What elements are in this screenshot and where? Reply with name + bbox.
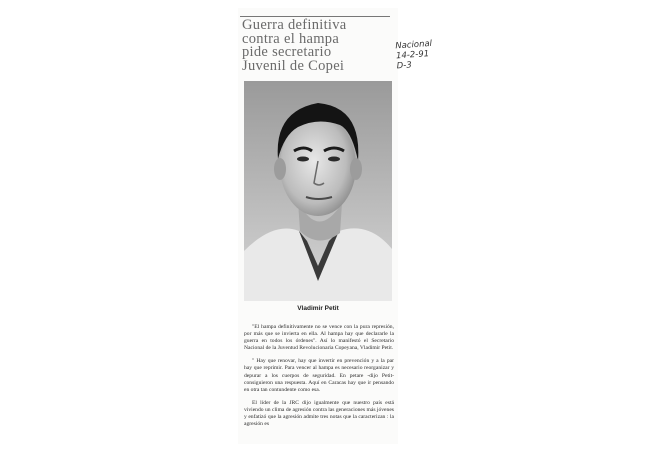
headline-line: Guerra definitiva <box>242 17 347 33</box>
headline <box>242 19 392 73</box>
article-paragraph: " Hay que renovar, hay que invertir en prevención y a la par hay que reprimir. Para vencer al hampa es necesario reorganizar y depurar a los cuerpos de seguridad. En petare -dijo Petit-consiguieron una respuesta. Aquí en Caracas hay que ir pensando en otra tan contundente como esa. <box>244 358 394 393</box>
headline-line: pide secretario <box>242 44 332 60</box>
handwritten-note-line: Nacional <box>395 38 433 52</box>
article-body <box>244 324 394 434</box>
newspaper-clipping <box>238 8 398 444</box>
headline-line: Juvenil de Copei <box>242 57 345 74</box>
article-paragraph: "El hampa definitivamente no se vence con la pura represión, por más que se invierta en ella. Al hampa hay que declararle la guerra en todos los órdenes". Así lo manifestó el Secretario Nacional de la Juventud Revolucionaria Copeyana, Vladimir Petit. <box>244 324 394 352</box>
article-paragraph: El líder de la JRC dijo igualmente que nuestro país está viviendo un clima de agresión contra las generaciones más jóvenes y enfatizó que la agresión admite tres notas que la caracterizan : la agresión es <box>244 399 394 428</box>
portrait-photo-illustration <box>244 81 392 301</box>
handwritten-note <box>395 39 437 72</box>
photo-caption: Vladimir Petit <box>297 305 339 312</box>
handwritten-note-line: D-3 <box>396 60 413 72</box>
headline-line: contra el hampa <box>242 30 340 47</box>
portrait-photo <box>244 81 392 301</box>
handwritten-note-line: 14-2-91 <box>395 49 430 62</box>
